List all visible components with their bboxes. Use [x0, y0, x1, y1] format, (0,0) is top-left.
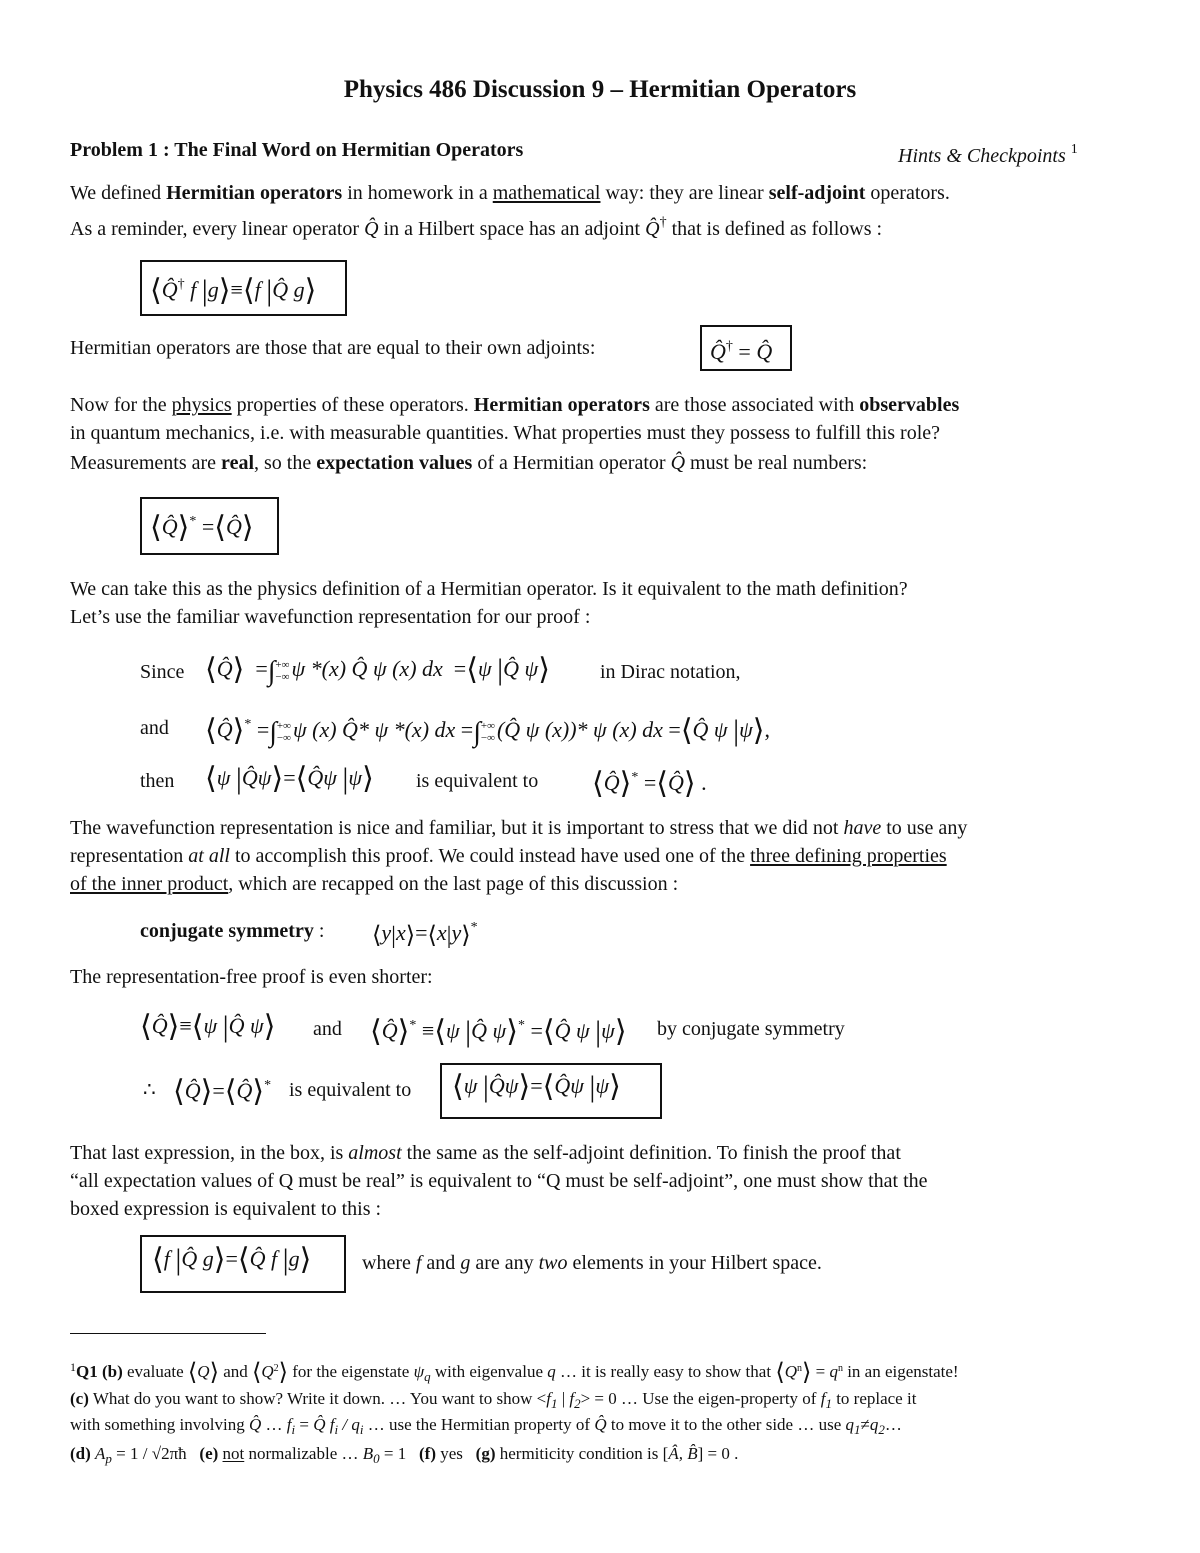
hints-label-text: Hints & Checkpoints: [898, 145, 1066, 167]
para4-line2: Let’s use the familiar wavefunction representation for our proof :: [70, 606, 591, 628]
footnote-bold: (b): [101, 1362, 123, 1381]
footnote-text: > = 0 … Use the eigen-property of: [580, 1389, 821, 1408]
para3-underline: physics: [171, 394, 232, 416]
para3-text: , so the: [254, 452, 317, 474]
footnote-text: yes: [435, 1444, 463, 1463]
para1-text: As a reminder, every linear operator: [70, 218, 365, 240]
problem-heading: Problem 1 : The Final Word on Hermitian Operators: [70, 139, 524, 161]
hermitian-definition-equation: Q̂† = Q̂: [710, 339, 773, 364]
para7-line3: boxed expression is equivalent to this :: [70, 1198, 382, 1220]
para1-text: operators.: [865, 182, 950, 204]
final-where-text: [362, 1250, 822, 1276]
footnote-text: …: [884, 1415, 902, 1434]
para5-underline: three defining properties: [750, 845, 947, 867]
para1-text: that is defined as follows :: [671, 218, 883, 240]
footnote-math: ⟨Q⟩: [187, 1360, 219, 1386]
footnote-line1: [70, 1356, 959, 1388]
footnote-text: = 0 .: [703, 1444, 739, 1463]
para3-text: must be real numbers:: [685, 452, 868, 474]
para3-text: of a Hermitian operator: [472, 452, 671, 474]
freeproof-equiv-text: is equivalent to: [289, 1079, 412, 1101]
footnote-math: $q_1\ne q_2$: [845, 1415, 885, 1437]
para1-text: way: they are linear: [600, 182, 769, 204]
proof-and-label: and: [140, 717, 169, 739]
para5-line3: [70, 871, 678, 897]
footnote-text: to replace it: [831, 1389, 917, 1408]
para5-text: , which are recapped on the last page of this discussion :: [228, 873, 679, 895]
footnote-rule: [70, 1333, 266, 1334]
proof-then-equation: ⟨ψ |Q̂ψ⟩=⟨Q̂ψ |ψ⟩: [205, 762, 374, 795]
para3-bold: real: [221, 452, 254, 474]
para3-bold: Hermitian operators: [473, 394, 650, 416]
adjoint-definition-equation: ⟨Q̂† f |g⟩≡⟨f |Q̂ g⟩: [150, 274, 317, 307]
footnote-text: and: [218, 1362, 252, 1381]
final-text: and: [421, 1252, 461, 1274]
para5-text: to accomplish this proof. We could instead have used one of the: [229, 845, 751, 867]
footnote-line4: [70, 1443, 738, 1470]
para7-line1: [70, 1140, 901, 1166]
para5-text: to use any: [881, 817, 968, 839]
para5-underline: of the inner product: [70, 873, 229, 895]
conjugate-symmetry-line: [140, 918, 324, 944]
footnote-math: Q̂: [594, 1415, 607, 1434]
freeproof-equation1: ⟨Q̂⟩≡⟨ψ |Q̂ ψ⟩: [140, 1010, 276, 1043]
para4-line1: We can take this as the physics definition of a Hermitian operator. Is it equivalent to the math definition?: [70, 578, 908, 600]
proof-then-label: then: [140, 770, 175, 792]
para6-line: The representation-free proof is even shorter:: [70, 966, 433, 988]
footnote-text: evaluate: [122, 1362, 188, 1381]
freeproof-equation2: ⟨Q̂⟩* ≡⟨ψ |Q̂ ψ⟩* =⟨Q̂ ψ |ψ⟩: [370, 1015, 627, 1048]
para1-text: in a Hilbert space has an adjoint: [378, 218, 646, 240]
hints-footnote-mark: 1: [1070, 142, 1078, 157]
footnote-math: $\psi_q$: [413, 1362, 431, 1384]
footnote-text: What do you want to show? Write it down. … You want to show <: [88, 1389, 547, 1408]
footnote-bold: (c): [70, 1389, 89, 1408]
footnote-text: for the eigenstate: [288, 1362, 414, 1381]
footnote-math: [Â, B̂]: [662, 1444, 704, 1463]
q-dagger-symbol: Q̂†: [645, 215, 667, 240]
footnote-bold: (f): [419, 1444, 436, 1463]
para3-line3: [70, 450, 867, 476]
para2-line: Hermitian operators are those that are equal to their own adjoints:: [70, 337, 596, 359]
proof-since-equation: ⟨Q̂⟩ =∫+∞ −∞ψ *(x) Q̂ ψ (x) dx =⟨ψ |Q̂ ψ⟩: [205, 653, 550, 687]
footnote-math: $f_i$ = Q̂ $f_i / q_i$: [286, 1415, 364, 1437]
expectation-real-equation: ⟨Q̂⟩* =⟨Q̂⟩: [150, 511, 254, 544]
para3-line1: [70, 392, 959, 418]
conjugate-symmetry-label: conjugate symmetry: [140, 920, 314, 942]
para1-line2: [70, 210, 882, 242]
footnote-text: with eigenvalue: [430, 1362, 548, 1381]
footnote-text: in an eigenstate!: [842, 1362, 959, 1381]
para7-line2: “all expectation values of Q must be real” is equivalent to “Q must be self-adjoint”, one must show that the: [70, 1170, 928, 1192]
para3-bold: expectation values: [316, 452, 473, 474]
para1-line1: [70, 180, 950, 206]
final-text: are any: [470, 1252, 539, 1274]
q-hat-symbol: Q̂: [364, 218, 379, 240]
proof-equiv-text: is equivalent to: [416, 770, 539, 792]
para1-underline: mathematical: [492, 182, 601, 204]
footnote-text: … use the Hermitian property of: [363, 1415, 595, 1434]
footnote-math: $⟨Q^n⟩ = q^n$: [775, 1360, 843, 1386]
footnote-text: normalizable …: [244, 1444, 363, 1463]
q-hat-symbol: Q̂: [670, 452, 686, 474]
footnote-text: hermiticity condition is: [495, 1444, 663, 1463]
hints-label: [898, 137, 1078, 169]
para3-text: Measurements are: [70, 452, 222, 474]
footnote-bold: (e): [199, 1444, 219, 1463]
footnote-text: to move it to the other side … use: [606, 1415, 846, 1434]
page-title: Physics 486 Discussion 9 – Hermitian Operators: [343, 76, 857, 103]
footnote-math: $A_p = 1$ / √2πħ: [95, 1444, 187, 1466]
footnote-line2: [70, 1388, 916, 1415]
para7-text: the same as the self-adjoint definition. To finish the proof that: [401, 1142, 901, 1164]
para3-bold: observables: [859, 394, 960, 416]
freeproof-equation3: ⟨Q̂⟩=⟨Q̂⟩*: [173, 1075, 272, 1108]
footnote-text: = 1: [379, 1444, 407, 1463]
footnote-math: $⟨Q^2⟩$: [251, 1360, 289, 1386]
para7-text: That last expression, in the box, is: [70, 1142, 349, 1164]
footnote-text: |: [557, 1389, 570, 1408]
para1-text: We defined: [70, 182, 167, 204]
final-italic: g: [460, 1252, 471, 1274]
footnote-math: $f_1$: [820, 1389, 832, 1411]
freeproof-and: and: [313, 1018, 342, 1040]
final-italic: two: [538, 1252, 568, 1274]
final-text: where: [362, 1252, 416, 1274]
footnote-bold: (g): [475, 1444, 496, 1463]
para3-text: are those associated with: [649, 394, 860, 416]
footnote-bold: Q1: [76, 1362, 98, 1381]
para3-text: properties of these operators.: [231, 394, 474, 416]
footnote-underline: not: [222, 1444, 245, 1463]
footnote-bold: (d): [70, 1444, 91, 1463]
final-text: elements in your Hilbert space.: [567, 1252, 822, 1274]
para5-text: The wavefunction representation is nice and familiar, but it is important to stress that we did not: [70, 817, 844, 839]
final-italic: f: [415, 1252, 422, 1274]
para3-text: Now for the: [70, 394, 172, 416]
final-self-adjoint-equation: ⟨f |Q̂ g⟩=⟨Q̂ f |g⟩: [152, 1243, 312, 1276]
footnote-math: $f_2$: [569, 1389, 581, 1411]
para5-line2: [70, 843, 947, 869]
footnote-text: …: [261, 1415, 287, 1434]
para1-bold: self-adjoint: [768, 182, 866, 204]
para1-bold: Hermitian operators: [166, 182, 343, 204]
footnote-math: $f_1$: [546, 1389, 558, 1411]
proof-equiv-equation: ⟨Q̂⟩* =⟨Q̂⟩ .: [592, 767, 707, 800]
proof-since-label: Since: [140, 661, 185, 683]
proof-and-equation: ⟨Q̂⟩* =∫+∞ −∞ψ (x) Q̂* ψ *(x) dx =∫+∞ −∞(Q̂ ψ (x))* ψ (x) dx =⟨Q̂ ψ |ψ⟩,: [205, 714, 771, 748]
freeproof-result-equation: ⟨ψ |Q̂ψ⟩=⟨Q̂ψ |ψ⟩: [452, 1070, 621, 1103]
conjugate-symmetry-equation: ⟨y|x⟩=⟨x|y⟩*: [372, 920, 478, 949]
conjugate-symmetry-colon: :: [313, 920, 325, 942]
footnote-line3: [70, 1414, 902, 1441]
footnote-mark: 1: [70, 1360, 76, 1374]
para5-italic: have: [843, 817, 882, 839]
footnote-text: … it is really easy to show that: [555, 1362, 776, 1381]
footnote-math: $B_0$: [362, 1444, 380, 1466]
footnote-italic: q: [547, 1362, 556, 1381]
para1-text: in homework in a: [342, 182, 493, 204]
para3-line2: in quantum mechanics, i.e. with measurable quantities. What properties must they possess to fulfill this role?: [70, 422, 940, 444]
para5-line1: [70, 815, 967, 841]
therefore-symbol: ∴: [143, 1079, 156, 1101]
para5-text: representation: [70, 845, 189, 867]
para7-italic: almost: [348, 1142, 402, 1164]
freeproof-by-text: by conjugate symmetry: [657, 1018, 845, 1040]
footnote-text: with something involving: [70, 1415, 249, 1434]
footnote-math: Q̂: [248, 1415, 262, 1434]
proof-dirac-text: in Dirac notation,: [600, 661, 741, 683]
para5-italic: at all: [188, 845, 230, 867]
